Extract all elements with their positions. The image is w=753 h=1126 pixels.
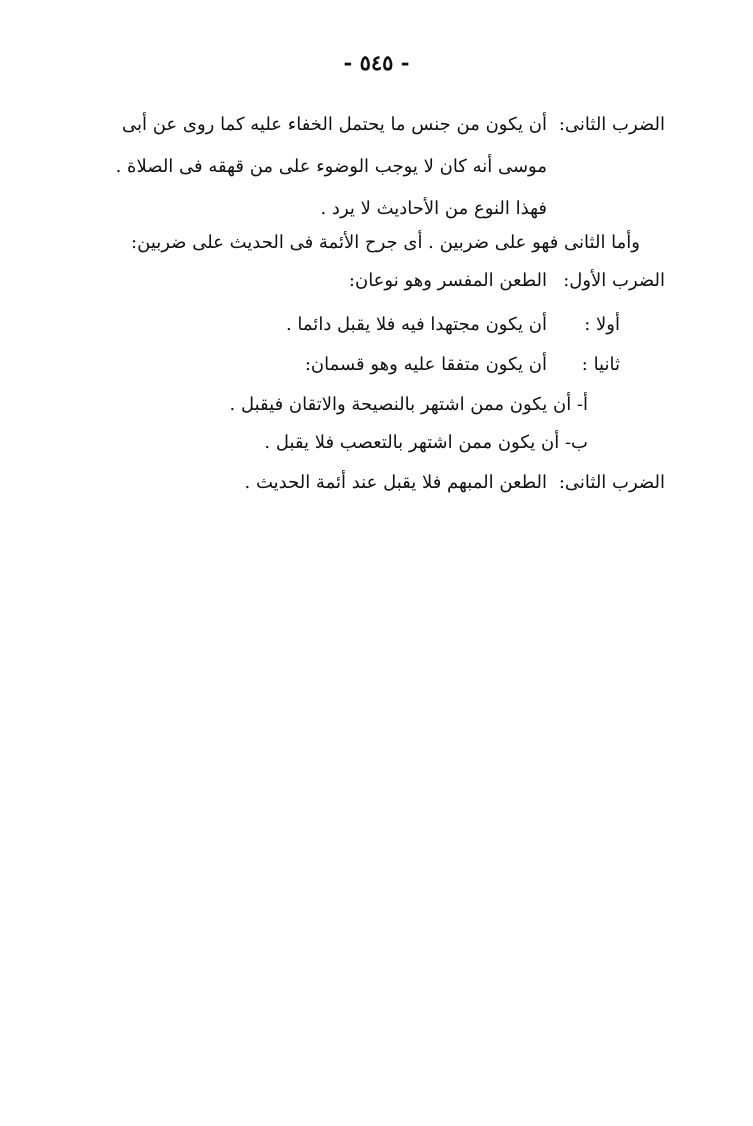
section-label: الضرب الثانى: (558, 114, 665, 135)
text-line-2 (85, 152, 547, 182)
page-number: - ٥٤٥ - (343, 50, 410, 75)
text-line-5 (245, 266, 665, 296)
item-label: أولا : (584, 314, 620, 335)
body-text: الطعن المفسر وهو نوعان: (348, 270, 547, 291)
body-text: أن يكون متفقا عليه وهو قسمان: (304, 354, 547, 375)
text-line-8 (168, 390, 588, 420)
body-text: أ- أن يكون ممن اشتهر بالنصيحة والاتقان فيقبل . (229, 394, 588, 415)
body-text: أن يكون من جنس ما يحتمل الخفاء عليه كما روى عن أبى (121, 114, 547, 135)
text-line-7 (200, 350, 620, 380)
section-label: الضرب الثانى: (558, 472, 665, 493)
text-line-1 (85, 110, 665, 140)
body-text: الطعن المبهم فلا يقبل عند أئمة الحديث . (244, 472, 547, 493)
text-line-10 (245, 468, 665, 498)
body-text: موسى أنه كان لا يوجب الوضوء على من قهقه فى الصلاة . (115, 156, 547, 177)
text-line-6 (200, 310, 620, 340)
text-line-4 (80, 228, 640, 258)
body-text: فهذا النوع من الأحاديث لا يرد . (320, 198, 547, 219)
body-text: ب- أن يكون ممن اشتهر بالتعصب فلا يقبل . (264, 432, 588, 453)
body-text: وأما الثانى فهو على ضربين . أى جرح الأئمة فى الحديث على ضربين: (131, 232, 640, 253)
item-label: ثانيا : (581, 354, 620, 375)
text-line-9 (168, 428, 588, 458)
text-line-3 (247, 194, 547, 224)
body-text: أن يكون مجتهدا فيه فلا يقبل دائما . (285, 314, 547, 335)
section-label: الضرب الأول: (563, 270, 665, 291)
